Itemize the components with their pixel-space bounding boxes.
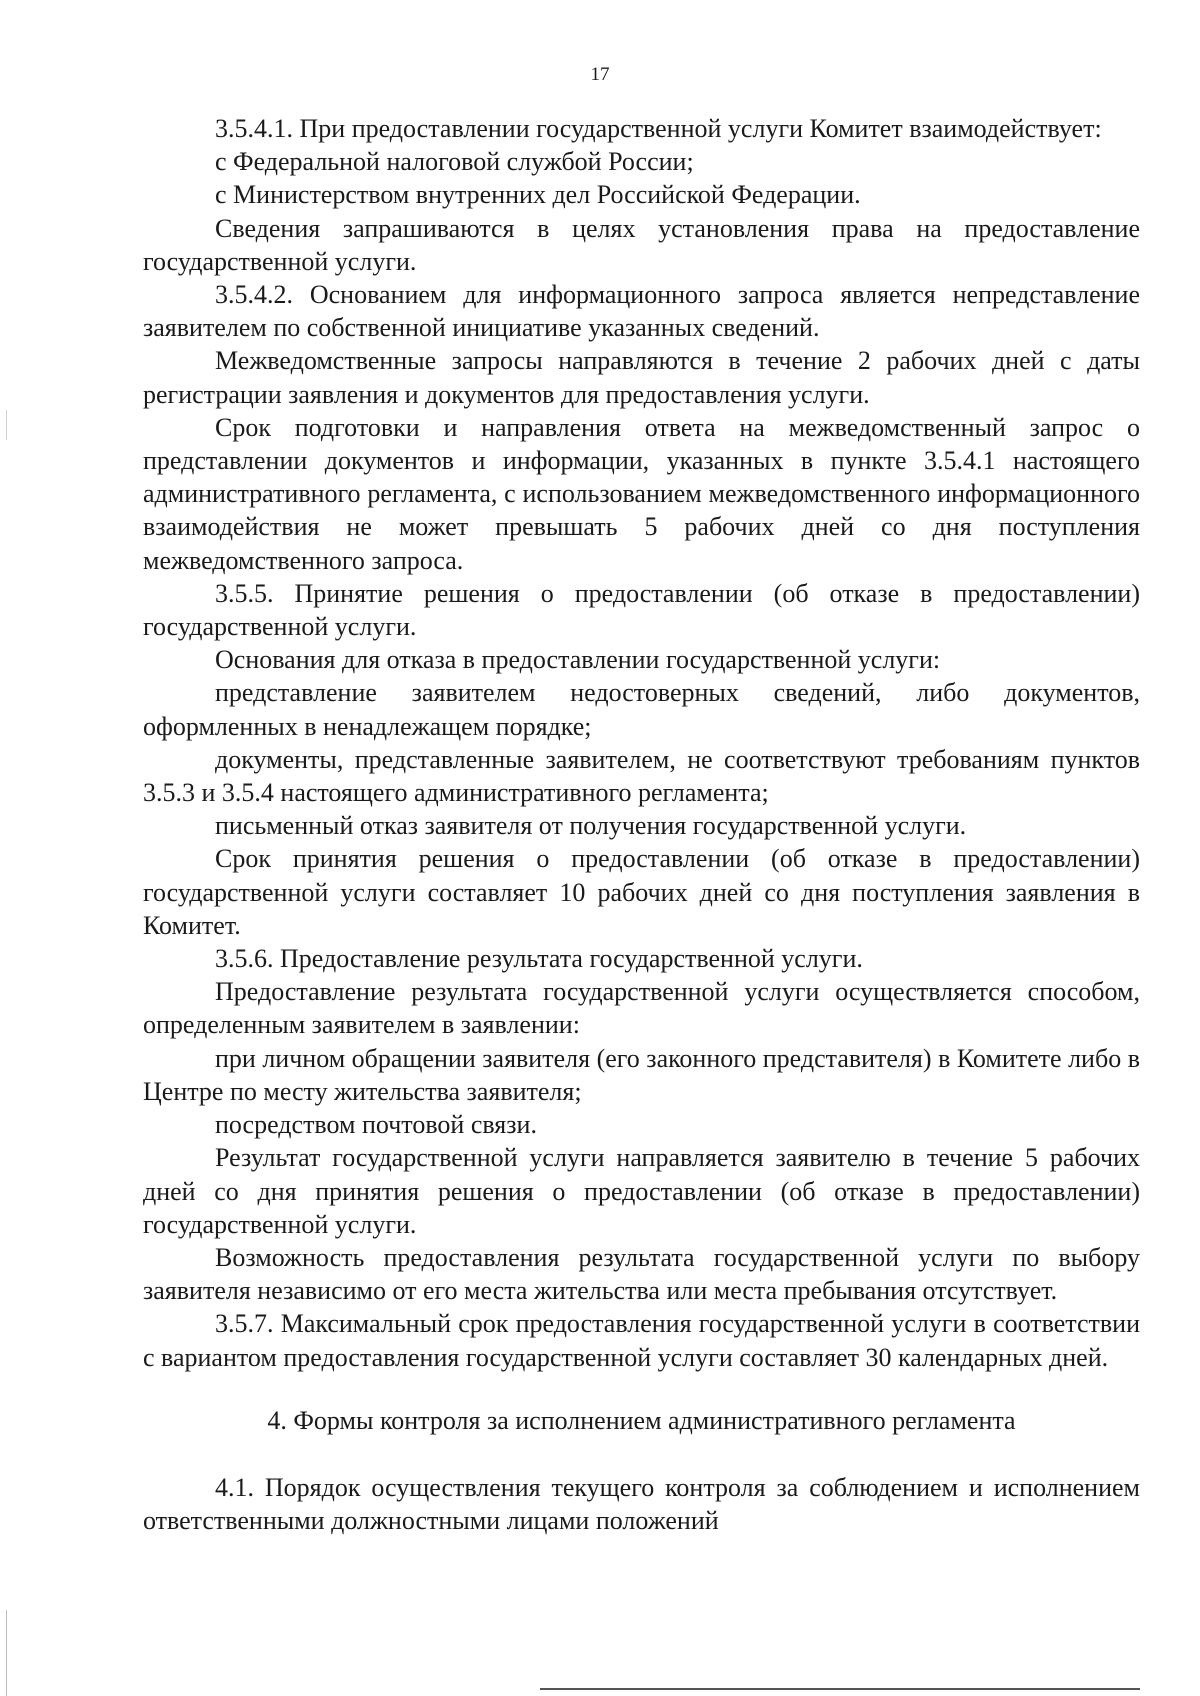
paragraph: Возможность предоставления результата государственной услуги по выбору заявителя независимо от его места жительства или места пребывания отсутствует.	[143, 1242, 1140, 1306]
paragraph: посредством почтовой связи.	[215, 1110, 537, 1140]
page-number: 17	[590, 64, 610, 85]
paragraph: с Министерством внутренних дел Российской Федерации.	[215, 180, 861, 210]
paragraph: 3.5.4.2. Основанием для информационного запроса является непредставление заявителем по собственной инициативе указанных сведений.	[143, 280, 1140, 343]
paragraph: Срок принятия решения о предоставлении (об отказе в предоставлении) государственной услуги составляет 10 рабочих дней со дня поступления заявления в Комитет.	[143, 844, 1140, 940]
paragraph: 3.5.4.1. При предоставлении государственной услуги Комитет взаимодействует:	[215, 114, 1102, 143]
paragraph: с Федеральной налоговой службой России;	[215, 147, 694, 177]
document-body	[143, 112, 1140, 1537]
paragraph: Срок подготовки и направления ответа на межведомственный запрос о представлении документов и информации, указанных в пункте 3.5.4.1 настоящего административного регламента, с использованием межведомственного информационного взаимодействия не может превышать 5 рабочих дней со дня поступления межведомственного запроса.	[143, 412, 1140, 575]
paragraph: 4.1. Порядок осуществления текущего контроля за соблюдением и исполнением ответственными должностными лицами положений	[143, 1472, 1140, 1536]
scan-edge-line	[6, 1610, 7, 1696]
paragraph: Предоставление результата государственной услуги осуществляется способом, определенным заявителем в заявлении:	[143, 977, 1140, 1040]
scan-edge-line	[6, 410, 7, 440]
paragraph: письменный отказ заявителя от получения государственной услуги.	[215, 811, 967, 841]
scan-bottom-line	[540, 1688, 1140, 1690]
paragraph: Сведения запрашиваются в целях установления права на предоставление государственной услуги.	[143, 213, 1140, 276]
section-heading: 4. Формы контроля за исполнением административного регламента	[267, 1405, 1016, 1435]
paragraph: Основания для отказа в предоставлении государственной услуги:	[215, 645, 941, 675]
paragraph: документы, представленные заявителем, не соответствуют требованиям пунктов 3.5.3 и 3.5.4 настоящего административного регламента;	[143, 744, 1140, 808]
paragraph: при личном обращении заявителя (его законного представителя) в Комитете либо в Центре по месту жительства заявителя;	[143, 1043, 1140, 1106]
paragraph: 3.5.5. Принятие решения о предоставлении (об отказе в предоставлении) государственной услуги.	[143, 578, 1140, 642]
paragraph: Результат государственной услуги направляется заявителю в течение 5 рабочих дней со дня принятия решения о предоставлении (об отказе в предоставлении) государственной услуги.	[143, 1143, 1140, 1239]
paragraph: 3.5.7. Максимальный срок предоставления государственной услуги в соответствии с вариантом предоставления государственной услуги составляет 30 календарных дней.	[143, 1309, 1140, 1372]
paragraph: представление заявителем недостоверных сведений, либо документов, оформленных в ненадлежащем порядке;	[143, 678, 1140, 741]
paragraph: 3.5.6. Предоставление результата государственной услуги.	[215, 944, 863, 974]
paragraph: Межведомственные запросы направляются в течение 2 рабочих дней с даты регистрации заявления и документов для предоставления услуги.	[143, 346, 1140, 409]
